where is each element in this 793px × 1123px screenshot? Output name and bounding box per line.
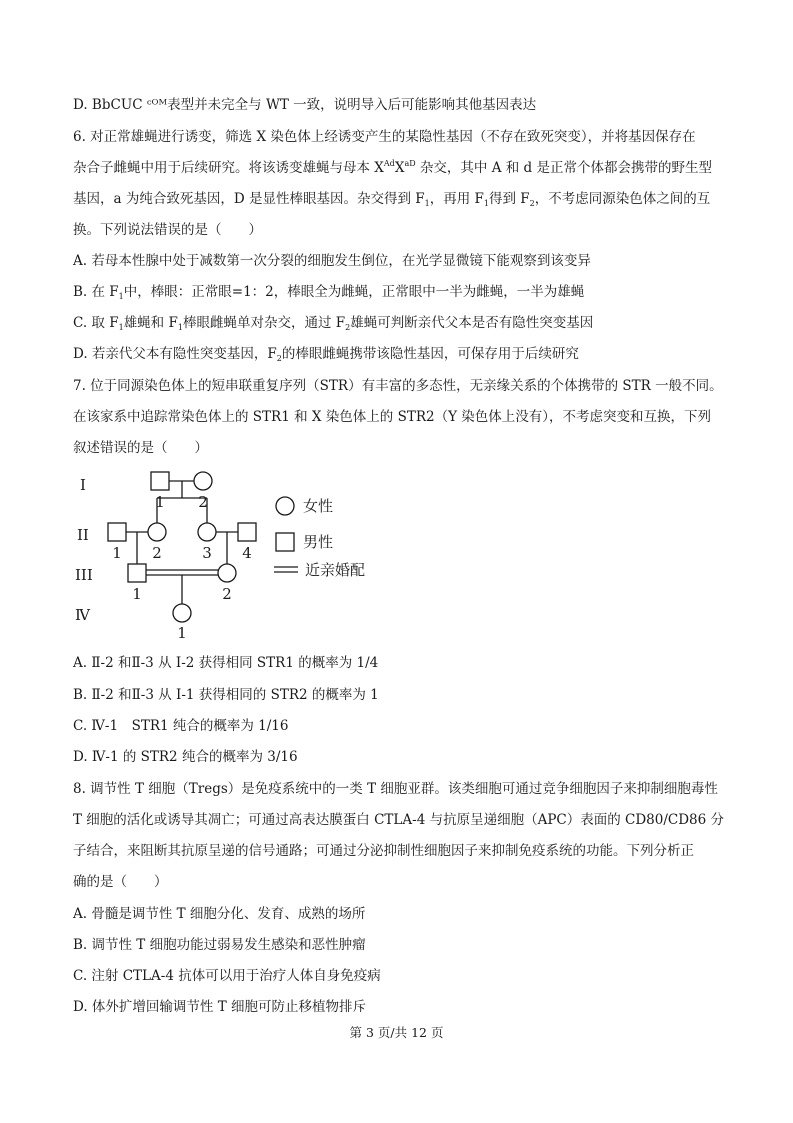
- pedigree-iv1-female: [173, 604, 191, 622]
- q8-stem-line2: T 细胞的活化或诱导其凋亡；可通过高表达膜蛋白 CTLA-4 与抗原呈递细胞（APC）表面的 CD80/CD86 分: [73, 812, 725, 828]
- num-i1: 1: [155, 493, 165, 511]
- q6-option-c: C. 取 $F_1$雄蝇和 $F_1$棒眼雌蝇单对杂交，通过 $F_2$雄蝇可判断亲代父本是否有隐性突变基因: [73, 315, 594, 332]
- q6-option-d: D. 若亲代父本有隐性突变基因，$F_2$的棒眼雌蝇携带该隐性基因，可保存用于后续研究: [73, 346, 579, 363]
- num-iii1: 1: [132, 585, 142, 603]
- q8-option-b: B. 调节性 T 细胞功能过弱易发生感染和恶性肿瘤: [73, 937, 366, 953]
- legend-male-icon: [276, 533, 294, 551]
- gen-label-1: I: [80, 476, 86, 494]
- num-ii3: 3: [202, 544, 212, 562]
- q7-stem-line3: 叙述错误的是（ ）: [73, 440, 208, 456]
- q7-stem-line2: 在该家系中追踪常染色体上的 STR1 和 X 染色体上的 STR2（Y 染色体上没有），不考虑突变和互换，下列: [73, 409, 712, 425]
- q7-stem-line1: 7. 位于同源染色体上的短串联重复序列（STR）有丰富的多态性，无亲缘关系的个体携带的 STR 一般不同。: [73, 378, 723, 394]
- pedigree-ii1-male: [108, 523, 126, 541]
- page-footer: 第 3 页/共 12 页: [349, 1025, 444, 1040]
- gen-label-2: II: [77, 526, 89, 544]
- q6-stem-line4: 换。下列说法错误的是（ ）: [73, 222, 262, 238]
- pedigree-iii1-male: [128, 564, 146, 582]
- q6-option-a: A. 若母本性腺中处于减数第一次分裂的细胞发生倒位，在光学显微镜下能观察到该变异: [73, 253, 591, 269]
- q7-option-c: C. Ⅳ-1 STR1 纯合的概率为 1/16: [73, 718, 289, 734]
- q6-stem-line2: 杂合子雌蝇中用于后续研究。将该诱变雄蝇与母本 $X^{Ad}X^{aD}$ 杂交，其中 A 和 d 是正常个体都会携带的野生型: [73, 159, 712, 176]
- num-i2: 2: [198, 493, 208, 511]
- num-ii2: 2: [152, 544, 162, 562]
- num-iii2: 2: [222, 585, 232, 603]
- pedigree-ii2-female: [148, 523, 166, 541]
- legend-male-label: 男性: [303, 533, 334, 551]
- pedigree-iii2-female: [218, 564, 236, 582]
- q8-stem-line1: 8. 调节性 T 细胞（Tregs）是免疫系统中的一类 T 细胞亚群。该类细胞可通过竞争细胞因子来抑制细胞毒性: [73, 781, 718, 797]
- q7-option-d: D. Ⅳ-1 的 STR2 纯合的概率为 3/16: [73, 749, 298, 765]
- legend-female-label: 女性: [303, 497, 334, 515]
- pedigree-chart: [70, 462, 390, 647]
- q6-stem-line3: 基因，a 为纯合致死基因，D 是显性棒眼基因。杂交得到 $F_1$，再用 $F_1$得到 $F_2$，不考虑同源染色体之间的互: [73, 191, 711, 208]
- q7-option-b: B. Ⅱ-2 和Ⅱ-3 从 I-1 获得相同的 STR2 的概率为 1: [73, 687, 379, 703]
- q8-option-d: D. 体外扩增回输调节性 T 细胞可防止移植物排斥: [73, 999, 367, 1015]
- num-iv1: 1: [177, 624, 187, 642]
- q8-option-a: A. 骨髓是调节性 T 细胞分化、发育、成熟的场所: [73, 906, 366, 922]
- legend-consang-label: 近亲婚配: [305, 561, 366, 579]
- pedigree-i2-female: [194, 472, 212, 490]
- pedigree-ii4-male: [238, 523, 256, 541]
- q6-stem-line1: 6. 对正常雄蝇进行诱变，筛选 X 染色体上经诱变产生的某隐性基因（不存在致死突变），并将基因保存在: [73, 129, 696, 145]
- pedigree-i1-male: [151, 472, 169, 490]
- q8-stem-line4: 确的是（ ）: [73, 874, 168, 890]
- gen-label-4: Ⅳ: [75, 606, 90, 624]
- legend-female-icon: [276, 497, 294, 515]
- q6-option-b: B. 在 $F_1$中，棒眼：正常眼=1：2，棒眼全为雌蝇，正常眼中一半为雌蝇，一半为雄蝇: [73, 284, 585, 301]
- num-ii4: 4: [242, 544, 252, 562]
- q8-option-c: C. 注射 CTLA-4 抗体可以用于治疗人体自身免疫病: [73, 968, 381, 984]
- num-ii1: 1: [112, 544, 122, 562]
- gen-label-3: III: [75, 566, 93, 584]
- q7-option-a: A. Ⅱ-2 和Ⅱ-3 从 I-2 获得相同 STR1 的概率为 1/4: [73, 655, 379, 671]
- q5-option-d: D. BbCUC ᶜᴼᴹ表型并未完全与 WT 一致，说明导入后可能影响其他基因表达: [73, 97, 537, 113]
- q8-stem-line3: 子结合，来阻断其抗原呈递的信号通路；可通过分泌抑制性细胞因子来抑制免疫系统的功能。下列分析正: [73, 843, 694, 859]
- pedigree-ii3-female: [198, 523, 216, 541]
